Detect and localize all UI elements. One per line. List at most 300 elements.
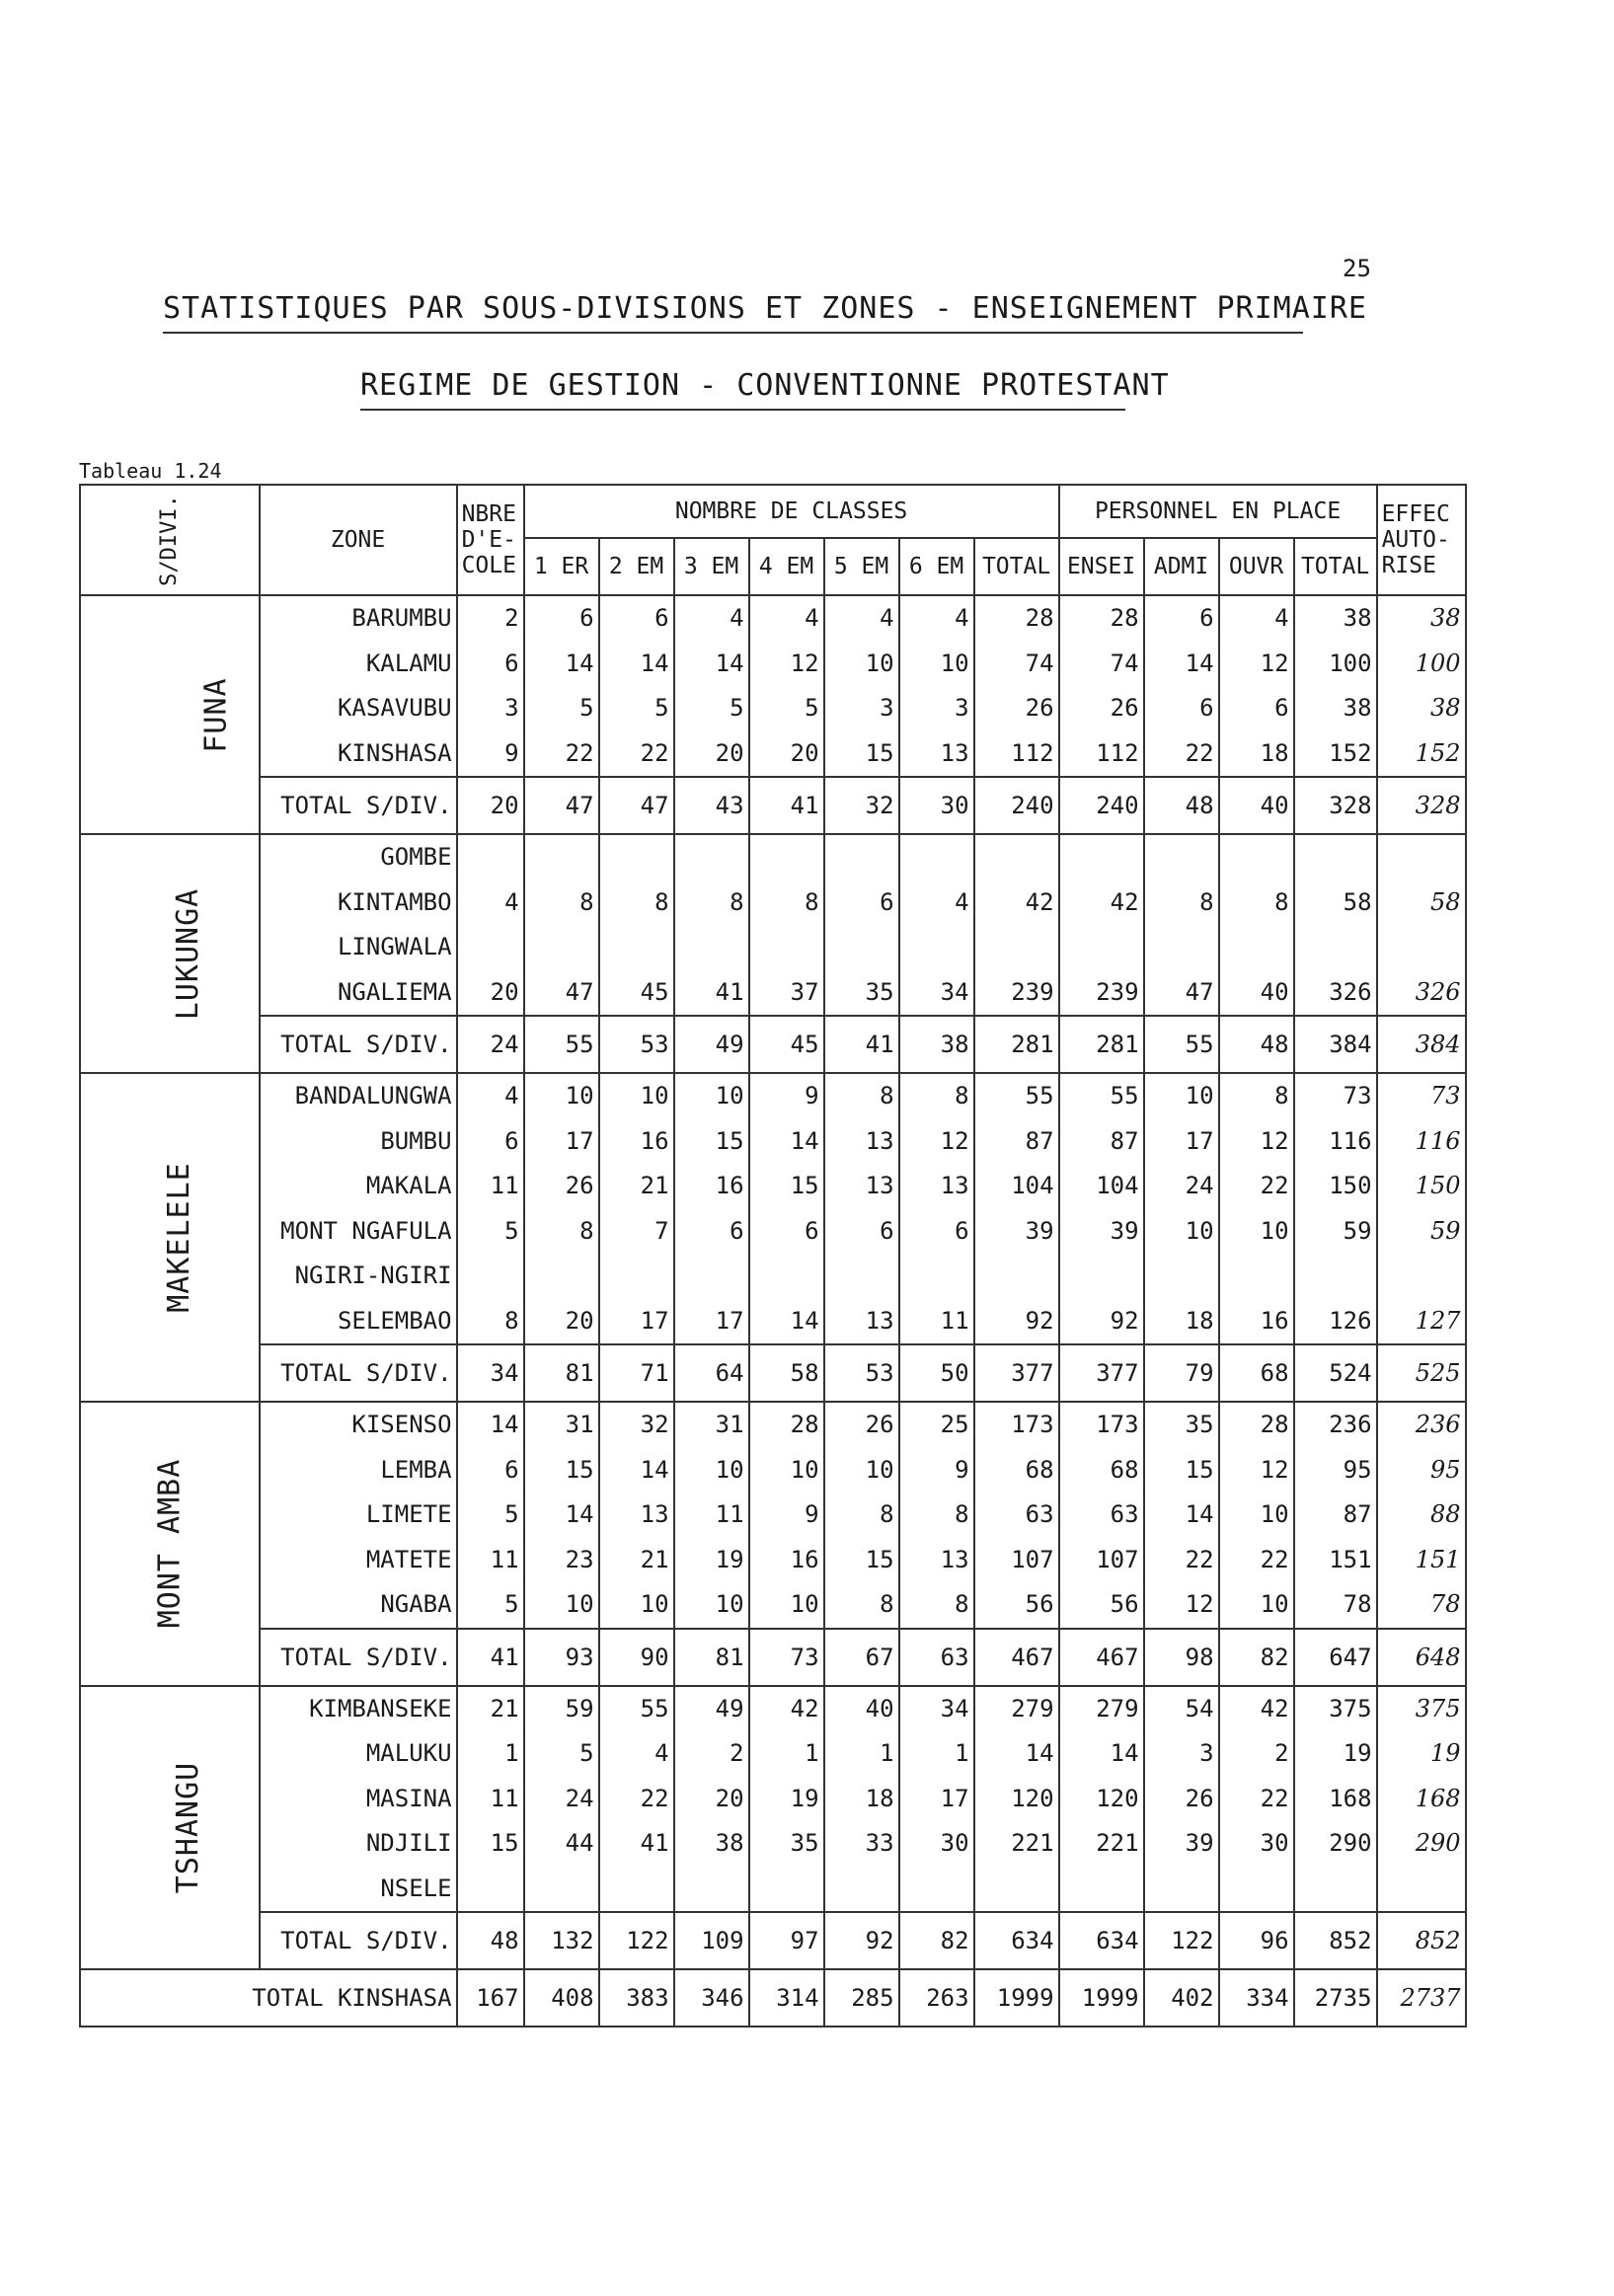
total-classes-value: 221 [1011,1829,1054,1857]
zone-name: KINSHASA [337,738,452,767]
classe-5em-value: 8 [880,1500,894,1528]
sdiv-total-classe-3em: 49 [674,1016,749,1073]
sdiv-total-admi: 79 [1144,1344,1219,1402]
sdiv-total-row [80,1912,1466,1969]
ouvr-value: 10 [1260,1500,1289,1528]
ouvr-value: 28 [1260,1411,1289,1438]
ouvr-value: 10 [1260,1216,1289,1245]
zone-name: KISENSO [351,1411,452,1438]
classe-3em-value: 8 [730,887,744,916]
sdiv-total-classe-6em: 82 [899,1912,974,1969]
sdiv-total-total-classes: 634 [974,1912,1059,1969]
total-personnel-column [1294,595,1377,777]
sdiv-total-ensei: 377 [1059,1344,1144,1402]
classe-5em-value: 4 [880,604,894,632]
nbre-ecole-value: 6 [504,1455,519,1484]
zone-name: MASINA [365,1784,452,1812]
nbre-ecole-value: 5 [504,1500,519,1528]
sdiv-total-ensei: 634 [1059,1912,1144,1969]
classe-1er-column [524,1686,599,1913]
classe-2em-value: 14 [640,1455,669,1484]
admi-value [1149,835,1214,880]
sdiv-total-label: TOTAL S/DIV. [260,1344,457,1402]
sdiv-total-ouvr: 48 [1219,1016,1294,1073]
ouvr-value: 22 [1260,1545,1289,1573]
classe-1er-value: 10 [565,1082,594,1110]
classe-6em-value [904,925,969,970]
total-classes-column [974,834,1059,1016]
admi-value: 35 [1185,1411,1214,1438]
total-personnel-value: 375 [1329,1694,1372,1722]
total-personnel-value: 116 [1329,1126,1372,1155]
sdiv-total-total-personnel: 328 [1294,777,1377,834]
sdiv-total-nbre-ecole: 41 [457,1629,524,1686]
zone-name: NDJILI [365,1829,452,1857]
sdiv-total-ensei: 467 [1059,1629,1144,1686]
classe-3em-value: 5 [730,694,744,722]
nbre-ecole-value: 1 [504,1739,519,1767]
zone-name: NGABA [380,1590,452,1618]
total-personnel-value: 87 [1343,1500,1372,1528]
total-classes-column [974,1686,1059,1913]
classe-1er-value: 44 [565,1829,594,1857]
col-header-2em: 2 EM [599,538,674,595]
ensei-value: 87 [1110,1126,1139,1155]
sdiv-total-classe-6em: 63 [899,1629,974,1686]
nombre-classes-header: NOMBRE DE CLASSES [524,485,1059,538]
nbre-ecole-value: 5 [504,1216,519,1245]
effectif-autorise-value: 151 [1415,1545,1461,1573]
sdiv-total-effectif-autorise: 328 [1377,777,1466,834]
nbre-ecole-column [457,1402,524,1629]
sdiv-total-admi: 48 [1144,777,1219,834]
classe-5em-value: 13 [865,1172,894,1199]
classe-2em-value: 10 [640,1590,669,1618]
sdiv-total-total-classes: 377 [974,1344,1059,1402]
effectif-autorise-value: 78 [1430,1590,1461,1618]
classe-6em-value: 8 [955,1590,969,1618]
classe-6em-value: 34 [940,977,969,1006]
classe-2em-value: 55 [640,1694,669,1722]
classe-6em-column [899,1402,974,1629]
total-personnel-value [1299,925,1372,970]
sdiv-total-total-classes: 281 [974,1016,1059,1073]
grand-total-label: TOTAL KINSHASA [80,1969,457,2027]
nbre-ecole-value: 11 [490,1172,519,1199]
sdiv-total-classe-6em: 50 [899,1344,974,1402]
effectif-autorise-value: 38 [1430,694,1461,722]
classe-3em-value: 19 [715,1545,744,1573]
classe-6em-value: 34 [940,1694,969,1722]
nbre-ecole-value: 6 [504,649,519,677]
ensei-value: 42 [1110,887,1139,916]
effectif-autorise-value: 88 [1430,1500,1461,1528]
grand-total-ensei: 1999 [1059,1969,1144,2027]
zone-name: KASAVUBU [337,694,452,722]
col-header-ouvr: OUVR [1219,538,1294,595]
classe-4em-value: 6 [805,1216,819,1245]
admi-column [1144,1402,1219,1629]
effectif-autorise-column [1377,834,1466,1016]
total-classes-value: 173 [1011,1411,1054,1438]
effectif-autorise-value: 95 [1430,1455,1461,1484]
classe-2em-value: 41 [640,1829,669,1857]
classe-3em-value: 16 [715,1172,744,1199]
effectif-autorise-value: 236 [1415,1411,1461,1438]
admi-value: 54 [1185,1694,1214,1722]
admi-value: 10 [1185,1082,1214,1110]
classe-3em-value [679,925,744,970]
ensei-column [1059,1073,1144,1344]
grand-total-nbre-ecole: 167 [457,1969,524,2027]
classe-6em-value: 8 [955,1082,969,1110]
classe-5em-value: 40 [865,1694,894,1722]
ensei-value: 221 [1096,1829,1139,1857]
effectif-autorise-value [1382,835,1461,880]
total-personnel-value: 38 [1343,604,1372,632]
classe-4em-value: 35 [790,1829,819,1857]
classe-3em-column [674,595,749,777]
effectif-autorise-value: 58 [1430,887,1461,916]
classe-5em-value [829,1254,894,1299]
sdiv-total-effectif-autorise: 525 [1377,1344,1466,1402]
section-row [80,1073,1466,1344]
total-personnel-value: 290 [1329,1829,1372,1857]
admi-value: 39 [1185,1829,1214,1857]
sdiv-total-admi: 55 [1144,1016,1219,1073]
sdiv-total-classe-3em: 64 [674,1344,749,1402]
sdiv-name: TSHANGU [171,1761,206,1893]
classe-6em-value: 17 [940,1784,969,1812]
admi-value: 10 [1185,1216,1214,1245]
classe-1er-value: 26 [565,1172,594,1199]
ouvr-value: 30 [1260,1829,1289,1857]
grand-total-classe-1er: 408 [524,1969,599,2027]
effectif-autorise-value: 116 [1415,1126,1461,1155]
grand-total-total-classes: 1999 [974,1969,1059,2027]
total-classes-value: 74 [1025,649,1054,677]
sdiv-total-classe-2em: 122 [599,1912,674,1969]
sdiv-total-nbre-ecole: 24 [457,1016,524,1073]
admi-value: 12 [1185,1590,1214,1618]
zone-name: MAKALA [365,1172,452,1199]
classe-3em-value: 15 [715,1126,744,1155]
grand-total-classe-5em: 285 [824,1969,899,2027]
total-personnel-value: 78 [1343,1590,1372,1618]
effectif-autorise-column [1377,595,1466,777]
nbre-ecole-value [462,1254,519,1299]
classe-6em-value: 6 [955,1216,969,1245]
sdiv-total-label: TOTAL S/DIV. [260,1912,457,1969]
classe-6em-column [899,1686,974,1913]
total-personnel-value: 168 [1329,1784,1372,1812]
effectif-autorise-value: 290 [1415,1829,1461,1857]
total-personnel-value: 150 [1329,1172,1372,1199]
ouvr-column [1219,595,1294,777]
classe-6em-column [899,1073,974,1344]
ouvr-value: 40 [1260,977,1289,1006]
classe-3em-value: 11 [715,1500,744,1528]
zone-name: MATETE [365,1545,452,1573]
zone-name: BANDALUNGWA [294,1082,452,1110]
ouvr-value: 12 [1260,1126,1289,1155]
sdiv-total-nbre-ecole: 20 [457,777,524,834]
ensei-value: 68 [1110,1455,1139,1484]
classe-4em-column [749,834,824,1016]
classe-4em-value [754,925,819,970]
classe-5em-value: 33 [865,1829,894,1857]
classe-4em-value: 10 [790,1590,819,1618]
classe-6em-value: 13 [940,1545,969,1573]
zone-list [260,1402,457,1629]
classe-4em-value: 28 [790,1411,819,1438]
grand-total-effectif-autorise: 2737 [1377,1969,1466,2027]
total-classes-value: 63 [1025,1500,1054,1528]
classe-5em-value [829,925,894,970]
zone-name: MALUKU [365,1739,452,1767]
classe-1er-value: 20 [565,1306,594,1335]
zone-name: KINTAMBO [337,887,452,916]
sdiv-total-classe-3em: 109 [674,1912,749,1969]
classe-3em-value: 38 [715,1829,744,1857]
zone-name: BUMBU [380,1126,452,1155]
ensei-column [1059,1686,1144,1913]
sdiv-total-total-personnel: 384 [1294,1016,1377,1073]
classe-6em-value [904,1254,969,1299]
admi-value: 3 [1199,1739,1214,1767]
classe-2em-value: 21 [640,1545,669,1573]
effectif-autorise-column [1377,1402,1466,1629]
ouvr-value [1224,925,1289,970]
ensei-value: 279 [1096,1694,1139,1722]
effectif-autorise-value: 100 [1415,649,1461,677]
classe-5em-value: 15 [865,738,894,767]
classe-1er-value: 17 [565,1126,594,1155]
ouvr-value: 16 [1260,1306,1289,1335]
sdiv-total-total-personnel: 852 [1294,1912,1377,1969]
admi-value: 6 [1199,604,1214,632]
classe-1er-value [529,925,594,970]
effectif-autorise-header: EFFEC AUTO- RISE [1377,485,1466,595]
zone-name: KIMBANSEKE [309,1694,452,1722]
sdiv-total-classe-5em: 67 [824,1629,899,1686]
total-classes-value: 28 [1025,604,1054,632]
grand-total-row [80,1969,1466,2027]
nbre-ecole-value: 11 [490,1784,519,1812]
classe-5em-value [829,1867,894,1912]
ensei-value: 39 [1110,1216,1139,1245]
sdiv-total-classe-5em: 92 [824,1912,899,1969]
admi-column [1144,595,1219,777]
sdiv-total-classe-6em: 38 [899,1016,974,1073]
total-classes-value: 39 [1025,1216,1054,1245]
classe-2em-value: 4 [654,1739,669,1767]
sdiv-total-ensei: 281 [1059,1016,1144,1073]
classe-1er-column [524,1073,599,1344]
header-row-1 [80,485,1466,538]
classe-2em-value: 8 [654,887,669,916]
admi-column [1144,1073,1219,1344]
sdiv-name: MAKELELE [161,1162,196,1313]
nbre-ecole-value [462,925,519,970]
classe-1er-value: 31 [565,1411,594,1438]
ouvr-value [1224,1254,1289,1299]
admi-column [1144,834,1219,1016]
classe-1er-value: 5 [579,1739,594,1767]
classe-6em-value: 12 [940,1126,969,1155]
classe-1er-value: 6 [579,604,594,632]
nbre-ecole-value: 5 [504,1590,519,1618]
sdiv-total-classe-4em: 73 [749,1629,824,1686]
classe-4em-value: 19 [790,1784,819,1812]
classe-2em-value: 10 [640,1082,669,1110]
sdiv-total-admi: 122 [1144,1912,1219,1969]
sdiv-total-admi: 98 [1144,1629,1219,1686]
classe-2em-column [599,595,674,777]
admi-value: 8 [1199,887,1214,916]
classe-4em-value [754,835,819,880]
sdiv-total-classe-4em: 58 [749,1344,824,1402]
sdiv-total-nbre-ecole: 48 [457,1912,524,1969]
total-personnel-value: 152 [1329,738,1372,767]
sdiv-total-classe-1er: 55 [524,1016,599,1073]
sdiv-total-row [80,1344,1466,1402]
classe-3em-value: 10 [715,1082,744,1110]
total-personnel-value: 59 [1343,1216,1372,1245]
classe-1er-value: 8 [579,887,594,916]
total-personnel-value: 126 [1329,1306,1372,1335]
classe-4em-column [749,1073,824,1344]
zone-list [260,834,457,1016]
total-classes-value: 239 [1011,977,1054,1006]
admi-value: 6 [1199,694,1214,722]
ensei-value: 173 [1096,1411,1139,1438]
classe-4em-value: 15 [790,1172,819,1199]
admi-value: 18 [1185,1306,1214,1335]
classe-4em-value: 4 [805,604,819,632]
effectif-autorise-value: 326 [1415,977,1461,1006]
total-classes-value: 92 [1025,1306,1054,1335]
classe-3em-value: 4 [730,604,744,632]
nbre-ecole-value: 15 [490,1829,519,1857]
ensei-value [1064,835,1139,880]
sdiv-total-classe-3em: 43 [674,777,749,834]
classe-5em-value: 13 [865,1306,894,1335]
classe-5em-column [824,1402,899,1629]
sdiv-total-effectif-autorise: 648 [1377,1629,1466,1686]
total-personnel-value: 236 [1329,1411,1372,1438]
sdiv-total-classe-2em: 71 [599,1344,674,1402]
nbre-ecole-value [462,835,519,880]
classe-4em-value: 9 [805,1500,819,1528]
col-header-total-personnel: TOTAL [1294,538,1377,595]
total-personnel-value: 73 [1343,1082,1372,1110]
total-classes-value: 55 [1025,1082,1054,1110]
classe-3em-value: 10 [715,1590,744,1618]
personnel-header: PERSONNEL EN PLACE [1059,485,1377,538]
sdiv-total-total-personnel: 524 [1294,1344,1377,1402]
ouvr-value: 4 [1274,604,1289,632]
classe-1er-value: 5 [579,694,594,722]
classe-3em-column [674,1402,749,1629]
classe-5em-value: 8 [880,1590,894,1618]
total-classes-column [974,595,1059,777]
classe-4em-value [754,1254,819,1299]
ouvr-value: 12 [1260,649,1289,677]
nbre-ecole-value: 8 [504,1306,519,1335]
total-classes-value: 68 [1025,1455,1054,1484]
classe-5em-column [824,595,899,777]
classe-5em-column [824,834,899,1016]
classe-3em-value [679,1254,744,1299]
sdiv-name-cell [80,1402,260,1686]
sdiv-total-row [80,1629,1466,1686]
classe-4em-value: 10 [790,1455,819,1484]
table-body [80,595,1466,2027]
classe-6em-value [904,835,969,880]
classe-1er-value: 8 [579,1216,594,1245]
classe-6em-column [899,834,974,1016]
col-header-admi: ADMI [1144,538,1219,595]
nbre-ecole-value: 9 [504,738,519,767]
classe-3em-value: 49 [715,1694,744,1722]
ensei-column [1059,834,1144,1016]
sdiv-total-classe-5em: 53 [824,1344,899,1402]
grand-total-admi: 402 [1144,1969,1219,2027]
total-personnel-value: 38 [1343,694,1372,722]
sdiv-total-ouvr: 96 [1219,1912,1294,1969]
effectif-autorise-value: 150 [1415,1172,1461,1199]
ouvr-column [1219,1686,1294,1913]
grand-total-ouvr: 334 [1219,1969,1294,2027]
total-classes-value: 120 [1011,1784,1054,1812]
classe-6em-value: 9 [955,1455,969,1484]
classe-1er-value [529,835,594,880]
classe-2em-column [599,1073,674,1344]
classe-2em-value: 17 [640,1306,669,1335]
total-personnel-column [1294,1686,1377,1913]
ensei-column [1059,595,1144,777]
zone-list [260,1073,457,1344]
classe-4em-value: 16 [790,1545,819,1573]
classe-2em-value: 22 [640,738,669,767]
classe-3em-column [674,1686,749,1913]
ensei-value: 107 [1096,1545,1139,1573]
page-subtitle: REGIME DE GESTION - CONVENTIONNE PROTESTANT [360,368,1125,411]
sdiv-total-ensei: 240 [1059,777,1144,834]
grand-total-classe-3em: 346 [674,1969,749,2027]
nbre-ecole-column [457,595,524,777]
zone-name: GOMBE [380,843,452,871]
total-personnel-value: 326 [1329,977,1372,1006]
classe-6em-value: 13 [940,1172,969,1199]
sdiv-total-classe-1er: 132 [524,1912,599,1969]
section-row [80,1686,1466,1913]
admi-value: 15 [1185,1455,1214,1484]
classe-2em-value: 21 [640,1172,669,1199]
total-classes-value: 112 [1011,738,1054,767]
classe-5em-column [824,1073,899,1344]
classe-2em-value [604,925,669,970]
admi-value: 47 [1185,977,1214,1006]
ensei-value: 26 [1110,694,1139,722]
classe-2em-value [604,1254,669,1299]
ouvr-column [1219,1402,1294,1629]
admi-value: 22 [1185,1545,1214,1573]
sdiv-total-classe-2em: 90 [599,1629,674,1686]
sdiv-total-ouvr: 40 [1219,777,1294,834]
grand-total-classe-2em: 383 [599,1969,674,2027]
